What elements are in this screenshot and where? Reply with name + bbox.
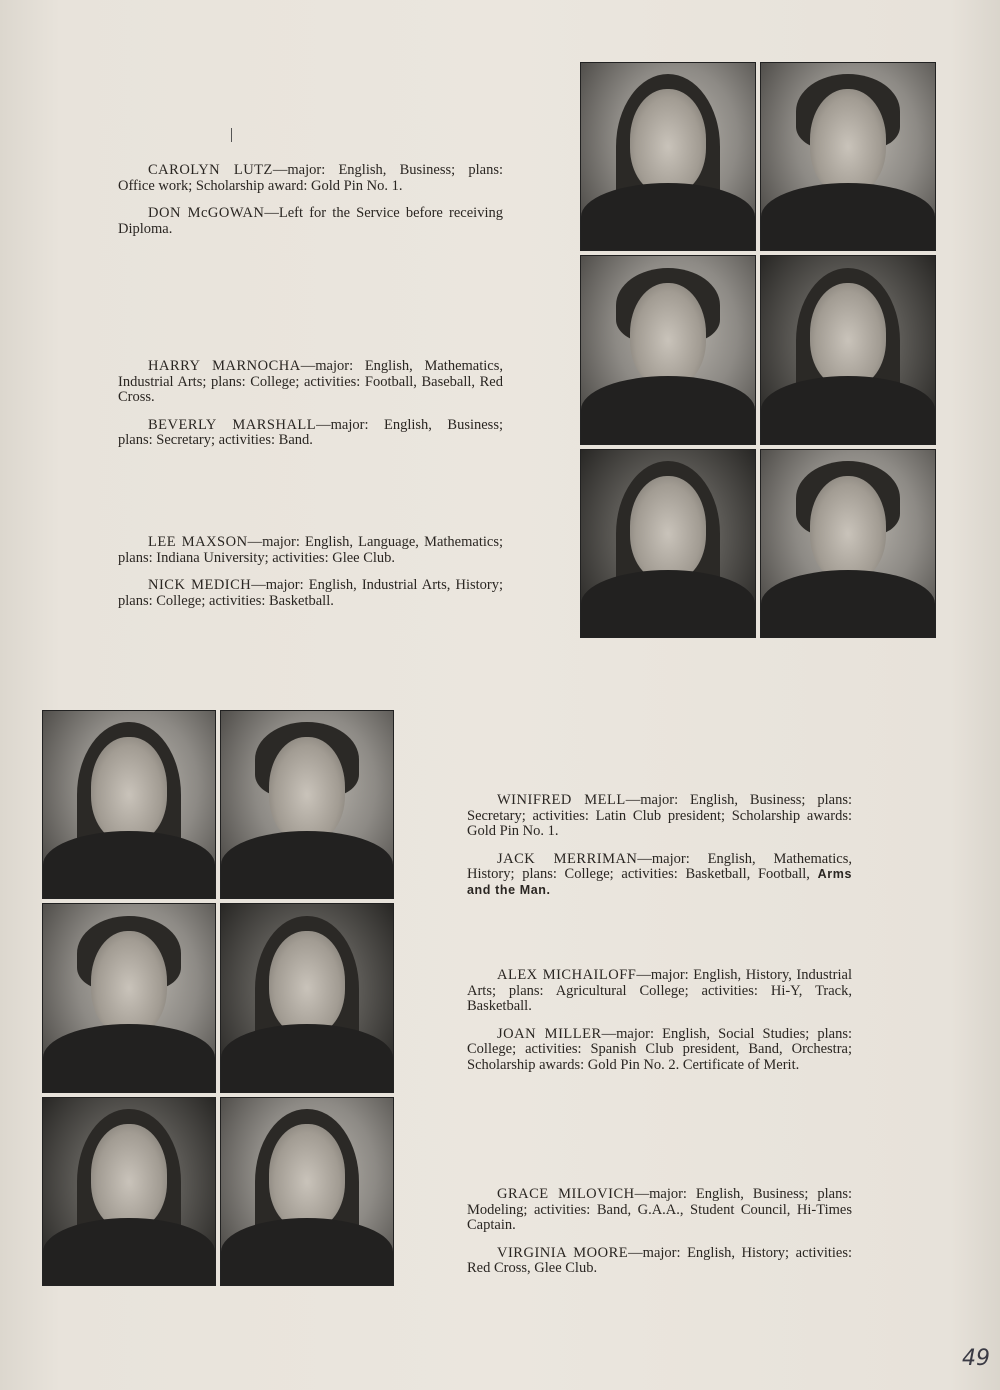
portrait-photo: [580, 255, 756, 444]
bio-entry: [467, 1187, 852, 1234]
bio-column-bottom: [467, 968, 852, 1085]
bio-entry: [118, 359, 503, 406]
student-name: CAROLYN LUTZ: [148, 162, 273, 178]
bio-column-bottom: [467, 1187, 852, 1289]
student-details: —major: English, Business; plans: Secretary; activities: Band.: [118, 416, 503, 448]
student-details: —major: English, Mathematics, Industrial Arts; plans: College; activities: Football, Baseball, Red Cross.: [118, 358, 503, 405]
student-name: GRACE MILOVICH: [497, 1186, 635, 1202]
pencil-mark: [231, 128, 232, 142]
bio-column-bottom: [467, 793, 852, 910]
portrait-photo: [580, 449, 756, 638]
student-name: LEE MAXSON: [148, 534, 248, 550]
bio-entry: [467, 793, 852, 840]
portrait-photo: [760, 449, 936, 638]
bio-entry: [118, 163, 503, 194]
portrait-photo: [220, 710, 394, 899]
bio-column-top: [118, 163, 503, 249]
bio-entry: [118, 578, 503, 609]
student-name: WINIFRED MELL: [497, 792, 626, 808]
portrait-photo: [220, 1097, 394, 1286]
student-details: —major: English, Mathematics, History; plans: College; activities: Basketball, Football,: [467, 850, 852, 882]
portrait-grid-top: [580, 62, 936, 638]
student-details: —Left for the Service before receiving Diploma.: [118, 205, 503, 237]
student-name: ALEX MICHAILOFF: [497, 967, 637, 983]
student-name: DON McGOWAN: [148, 205, 265, 221]
bio-entry: [118, 535, 503, 566]
student-details: —major: English, Social Studies; plans: College; activities: Spanish Club president, Band, Orchestra; Scholarship awards: Gold Pin No. 2. Certificate of Merit.: [467, 1025, 852, 1073]
bio-entry: [467, 1246, 852, 1277]
student-details: —major: English, Business; plans: Modeling; activities: Band, G.A.A., Student Council, Hi-Times Captain.: [467, 1186, 853, 1233]
student-details: —major: English, Industrial Arts, History; plans: College; activities: Basketball.: [118, 577, 503, 609]
portrait-photo: [42, 710, 216, 899]
portrait-photo: [580, 62, 756, 251]
bio-entry: [467, 1027, 852, 1074]
student-name: HARRY MARNOCHA: [148, 358, 301, 374]
page-number: 49: [962, 1346, 990, 1371]
bio-column-top: [118, 535, 503, 621]
student-details: —major: English, Language, Mathematics; plans: Indiana University; activities: Glee Club.: [118, 534, 503, 566]
student-name: BEVERLY MARSHALL: [148, 416, 317, 433]
student-name: VIRGINIA MOORE: [497, 1244, 629, 1261]
play-title: Arms and the Man.: [467, 867, 852, 897]
student-details: —major: English, Business; plans: Office work; Scholarship award: Gold Pin No. 1.: [118, 162, 503, 194]
student-details: —major: English, History, Industrial Arts; plans: Agricultural College; activities: Hi-Y, Track, Basketball.: [467, 967, 852, 1014]
portrait-photo: [760, 62, 936, 251]
student-details: —major: English, History; activities: Red Cross, Glee Club.: [467, 1244, 853, 1276]
portrait-photo: [42, 903, 216, 1092]
portrait-grid-bottom: [42, 710, 394, 1286]
student-name: NICK MEDICH: [148, 577, 252, 593]
bio-entry: [467, 852, 852, 899]
bio-entry: [118, 418, 503, 449]
student-details: —major: English, Business; plans: Secretary; activities: Latin Club president; Scholarship awards: Gold Pin No. 1.: [467, 792, 853, 839]
student-name: JOAN MILLER: [497, 1025, 602, 1042]
portrait-photo: [760, 255, 936, 444]
student-name: JACK MERRIMAN: [497, 850, 638, 867]
bio-entry: [118, 206, 503, 237]
portrait-photo: [42, 1097, 216, 1286]
bio-column-top: [118, 359, 503, 461]
portrait-photo: [220, 903, 394, 1092]
bio-entry: [467, 968, 852, 1015]
